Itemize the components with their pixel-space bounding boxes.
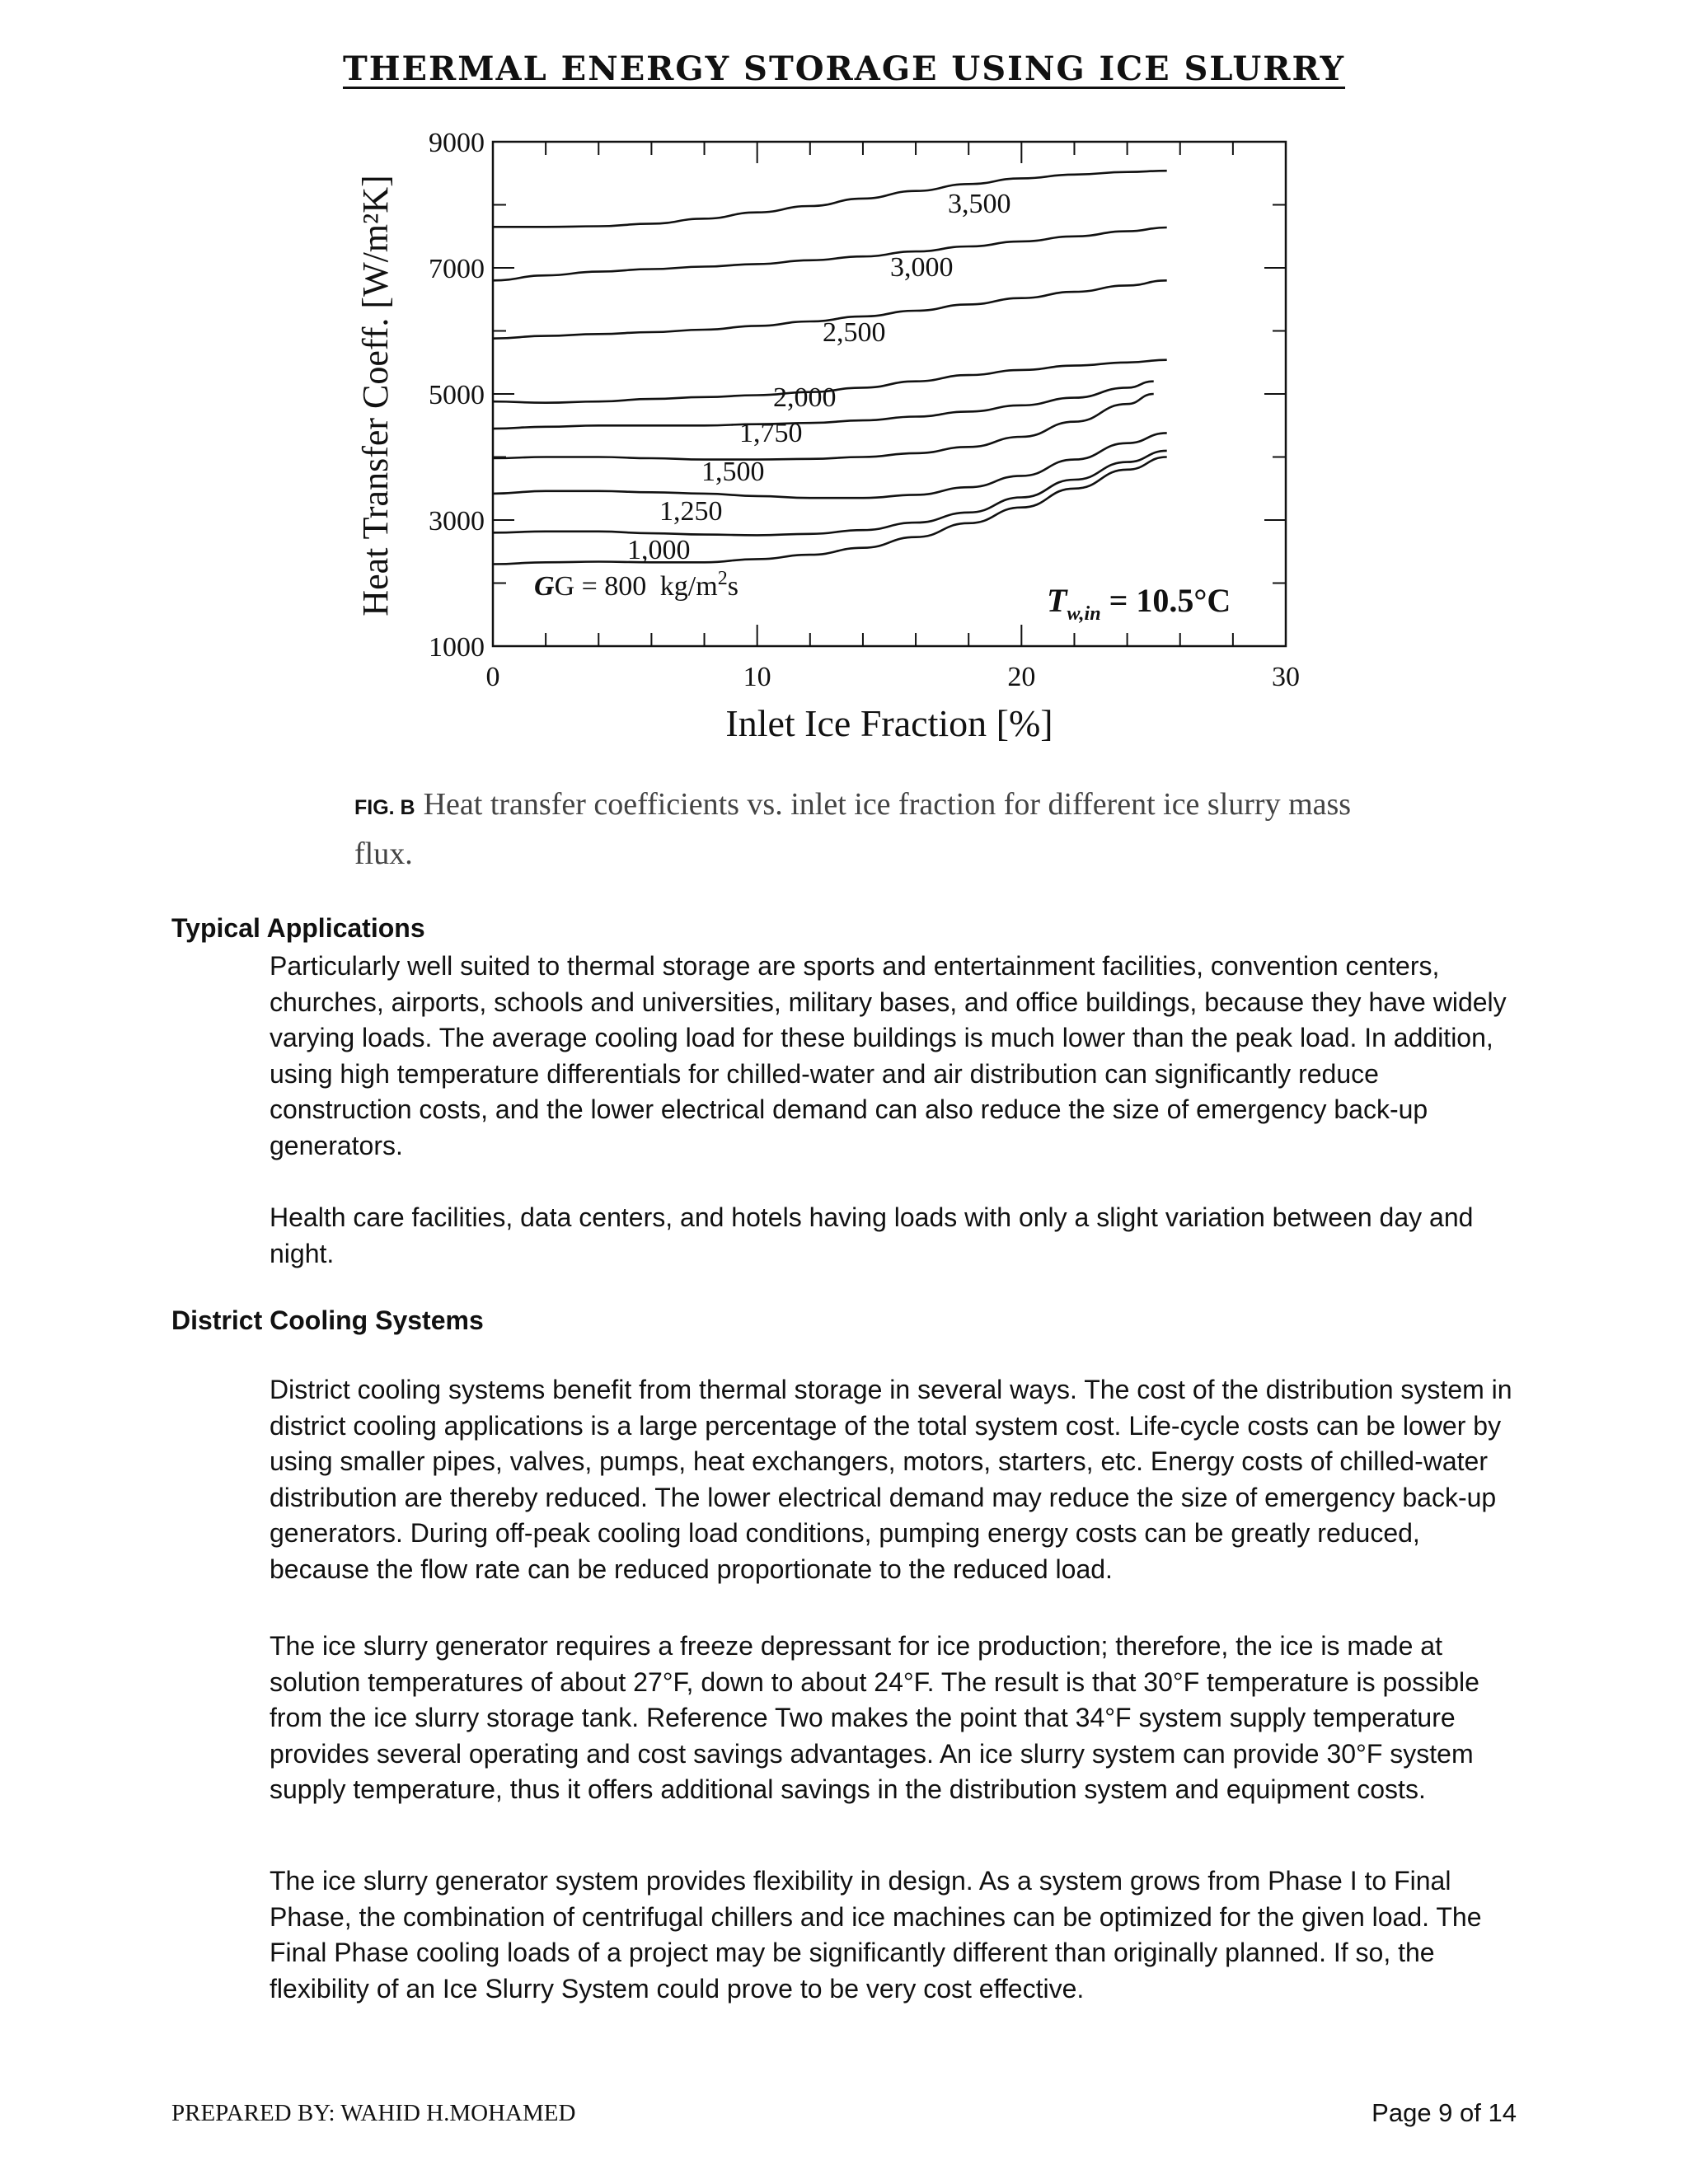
figure-caption-text: Heat transfer coefficients vs. inlet ice fraction for different ice slurry mass flux. — [354, 787, 1352, 871]
footer-prepared-by: PREPARED BY: WAHID H.MOHAMED — [171, 2100, 576, 2126]
curve-g-3000 — [493, 227, 1167, 280]
section-heading-typical-applications: Typical Applications — [171, 913, 425, 943]
section-heading-district-cooling: District Cooling Systems — [171, 1305, 484, 1335]
curve-label-800 — [534, 568, 738, 602]
curve-g-800 — [493, 457, 1167, 565]
curve-label-2500: 2,500 — [823, 317, 886, 348]
curve-g-1250 — [493, 433, 1167, 498]
paragraph-district-cooling-3: The ice slurry generator system provides flexibility in design. As a system grows from Phase I to Final Phase, the combination of centrifugal chillers and ice machines can be optimized for the given load. The Final Phase cooling loads of a project may be significantly different than originally planned. If so, the flexibility of an Ice Slurry System could prove to be very cost effective. — [270, 1866, 1482, 2004]
mass-flux-unit: kg/m — [653, 571, 718, 602]
y-tick-label-1000: 1000 — [429, 632, 485, 663]
heat-transfer-chart — [354, 124, 1385, 766]
y-axis-label: Heat Transfer Coeff. [W/m²K] — [355, 175, 396, 616]
x-tick-label-10: 10 — [743, 662, 771, 692]
mass-flux-unit-sup: 2 — [717, 568, 728, 589]
paragraph-district-cooling-2: The ice slurry generator requires a freeze depressant for ice production; therefore, the ice is made at solution temperatures of about 27°F, down to about 24°F. The result is that 30°F temperature is possible from the ice slurry storage tank. Reference Two makes the point that 34°F system supply temperature provides several operating and cost savings advantages. An ice slurry system can provide 30°F system supply temperature, thus it offers additional savings in the distribution system and equipment costs. — [270, 1631, 1479, 1805]
curve-label-2000: 2,000 — [773, 382, 837, 413]
x-tick-label-0: 0 — [485, 662, 500, 692]
curve-g-3500 — [493, 171, 1167, 227]
curve-label-1000: 1,000 — [627, 535, 691, 565]
y-tick-label-9000: 9000 — [429, 128, 485, 158]
x-tick-label-30: 30 — [1272, 662, 1300, 692]
mass-flux-symbol: G — [534, 571, 555, 602]
curve-label-3500: 3,500 — [948, 189, 1011, 219]
mass-flux-equals: G = — [554, 571, 605, 602]
curve-g-1000 — [493, 451, 1167, 536]
chart-curves — [493, 171, 1167, 564]
figure-caption — [354, 781, 1376, 877]
page-title: THERMAL ENERGY STORAGE USING ICE SLURRY — [342, 49, 1346, 88]
y-tick-label-3000: 3000 — [429, 506, 485, 537]
curve-label-1500: 1,500 — [701, 457, 765, 487]
curve-label-1250: 1,250 — [659, 496, 723, 527]
curve-label-1750: 1,750 — [739, 418, 803, 448]
y-tick-label-7000: 7000 — [429, 254, 485, 284]
x-tick-label-20: 20 — [1007, 662, 1036, 692]
figure-label: FIG. B — [354, 796, 415, 819]
mass-flux-unit-tail: s — [727, 571, 738, 602]
mass-flux-value: 800 — [604, 571, 647, 602]
y-tick-label-5000: 5000 — [429, 380, 485, 410]
temperature-annotation: $T_{w,in} = 10.5^\circ C$ — [1047, 582, 1231, 625]
paragraph-typical-applications-2: Health care facilities, data centers, and hotels having loads with only a slight variation between day and night. — [270, 1202, 1474, 1268]
curve-label-3000: 3,000 — [890, 252, 954, 283]
x-axis-label: Inlet Ice Fraction [%] — [725, 702, 1053, 744]
curve-labels — [534, 189, 1011, 602]
paragraph-typical-applications-1: Particularly well suited to thermal storage are sports and entertainment facilities, convention centers, churches, airports, schools and universities, military bases, and office buildings, because they have widely varying loads. The average cooling load for these buildings is much lower than the peak load. In addition, using high temperature differentials for chilled-water and air distribution can significantly reduce construction costs, and the lower electrical demand can also reduce the size of emergency back-up generators. — [270, 951, 1507, 1160]
footer-page-number: Page 9 of 14 — [1372, 2098, 1517, 2127]
paragraph-district-cooling-1: District cooling systems benefit from thermal storage in several ways. The cost of the distribution system in district cooling applications is a large percentage of the total system cost. Life-cycle costs can be lower by using smaller pipes, valves, pumps, heat exchangers, motors, starters, etc. Energy costs of chilled-water distribution are thereby reduced. The lower electrical demand may reduce the size of emergency back-up generators. During off-peak cooling load conditions, pumping energy costs can be greatly reduced, because the flow rate can be reduced proportionate to the reduced load. — [270, 1375, 1512, 1584]
